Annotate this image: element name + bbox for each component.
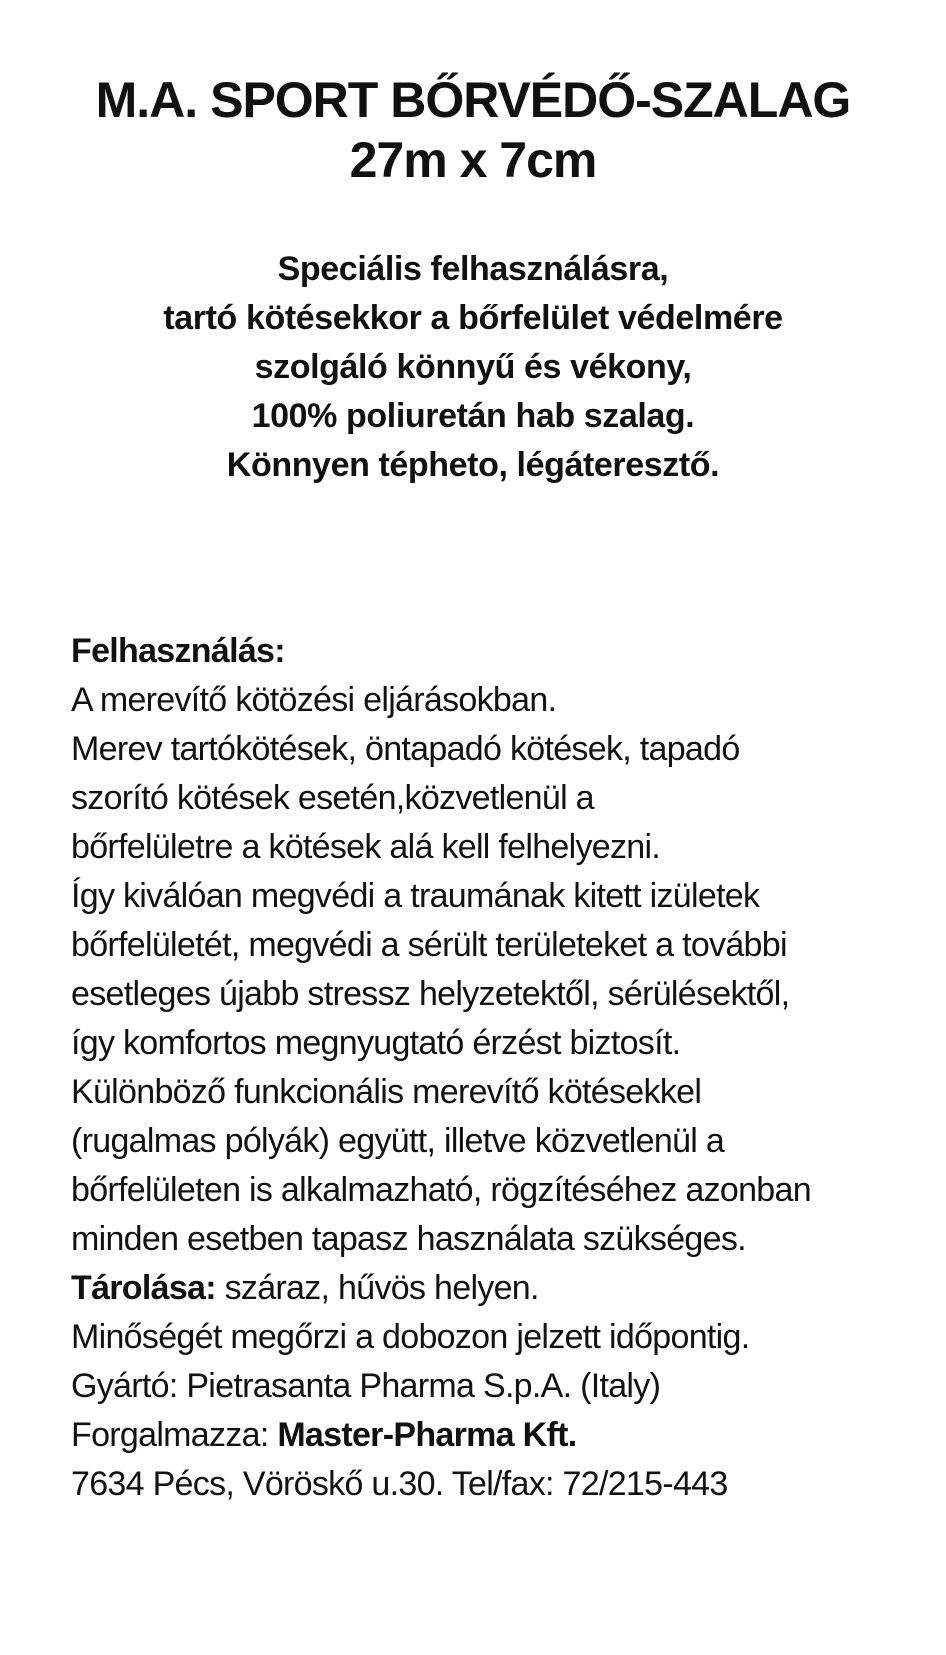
usage-line: bőrfelületre a kötések alá kell felhelyezni. (71, 828, 661, 866)
usage-line: így komfortos megnyugtató érzést biztosít. (71, 1024, 681, 1062)
usage-line: esetleges újabb stressz helyzetektől, sérülésektől, (71, 975, 790, 1013)
description-line: Speciális felhasználásra, (277, 250, 669, 288)
description-line: szolgáló könnyű és vékony, (254, 348, 692, 386)
distributor-line (71, 1411, 931, 1460)
storage-line (71, 1264, 931, 1313)
usage-heading: Felhasználás: (71, 632, 285, 670)
product-title-size: 27m x 7cm (349, 132, 597, 188)
usage-line: minden esetben tapasz használata szükséges. (71, 1220, 746, 1258)
address-line: 7634 Pécs, Vöröskő u.30. Tel/fax: 72/215-443 (71, 1465, 728, 1503)
usage-line: A merevítő kötözési eljárásokban. (71, 681, 557, 719)
distributor-label: Forgalmazza: (71, 1416, 278, 1454)
description-line: Könnyen tépheto, légáteresztő. (226, 446, 720, 484)
product-title-name: M.A. SPORT BŐRVÉDŐ-SZALAG (95, 72, 851, 128)
description-line: tartó kötésekkor a bőrfelület védelmére (163, 299, 783, 337)
usage-line: Így kiválóan megvédi a traumának kitett izületek (71, 877, 760, 915)
usage-line: Különböző funkcionális merevítő kötésekkel (71, 1073, 702, 1111)
manufacturer-line: Gyártó: Pietrasanta Pharma S.p.A. (Italy) (71, 1367, 661, 1405)
shelf-life-line: Minőségét megőrzi a dobozon jelzett időpontig. (71, 1318, 750, 1356)
description-line: 100% poliuretán hab szalag. (251, 397, 695, 435)
usage-line: Merev tartókötések, öntapadó kötések, tapadó (71, 730, 740, 768)
storage-value: száraz, hűvös helyen. (215, 1269, 539, 1307)
usage-line: (rugalmas pólyák) együtt, illetve közvetlenül a (71, 1122, 725, 1160)
usage-line: szorító kötések esetén,közvetlenül a (71, 779, 594, 817)
storage-label: Tárolása: (71, 1269, 216, 1307)
usage-line: bőrfelületen is alkalmazható, rögzítéséhez azonban (71, 1171, 811, 1209)
distributor-name: Master-Pharma Kft. (277, 1416, 577, 1454)
product-description (0, 245, 946, 490)
usage-section (71, 627, 931, 1509)
usage-line: bőrfelületét, megvédi a sérült területeket a további (71, 926, 787, 964)
product-title (0, 70, 946, 190)
